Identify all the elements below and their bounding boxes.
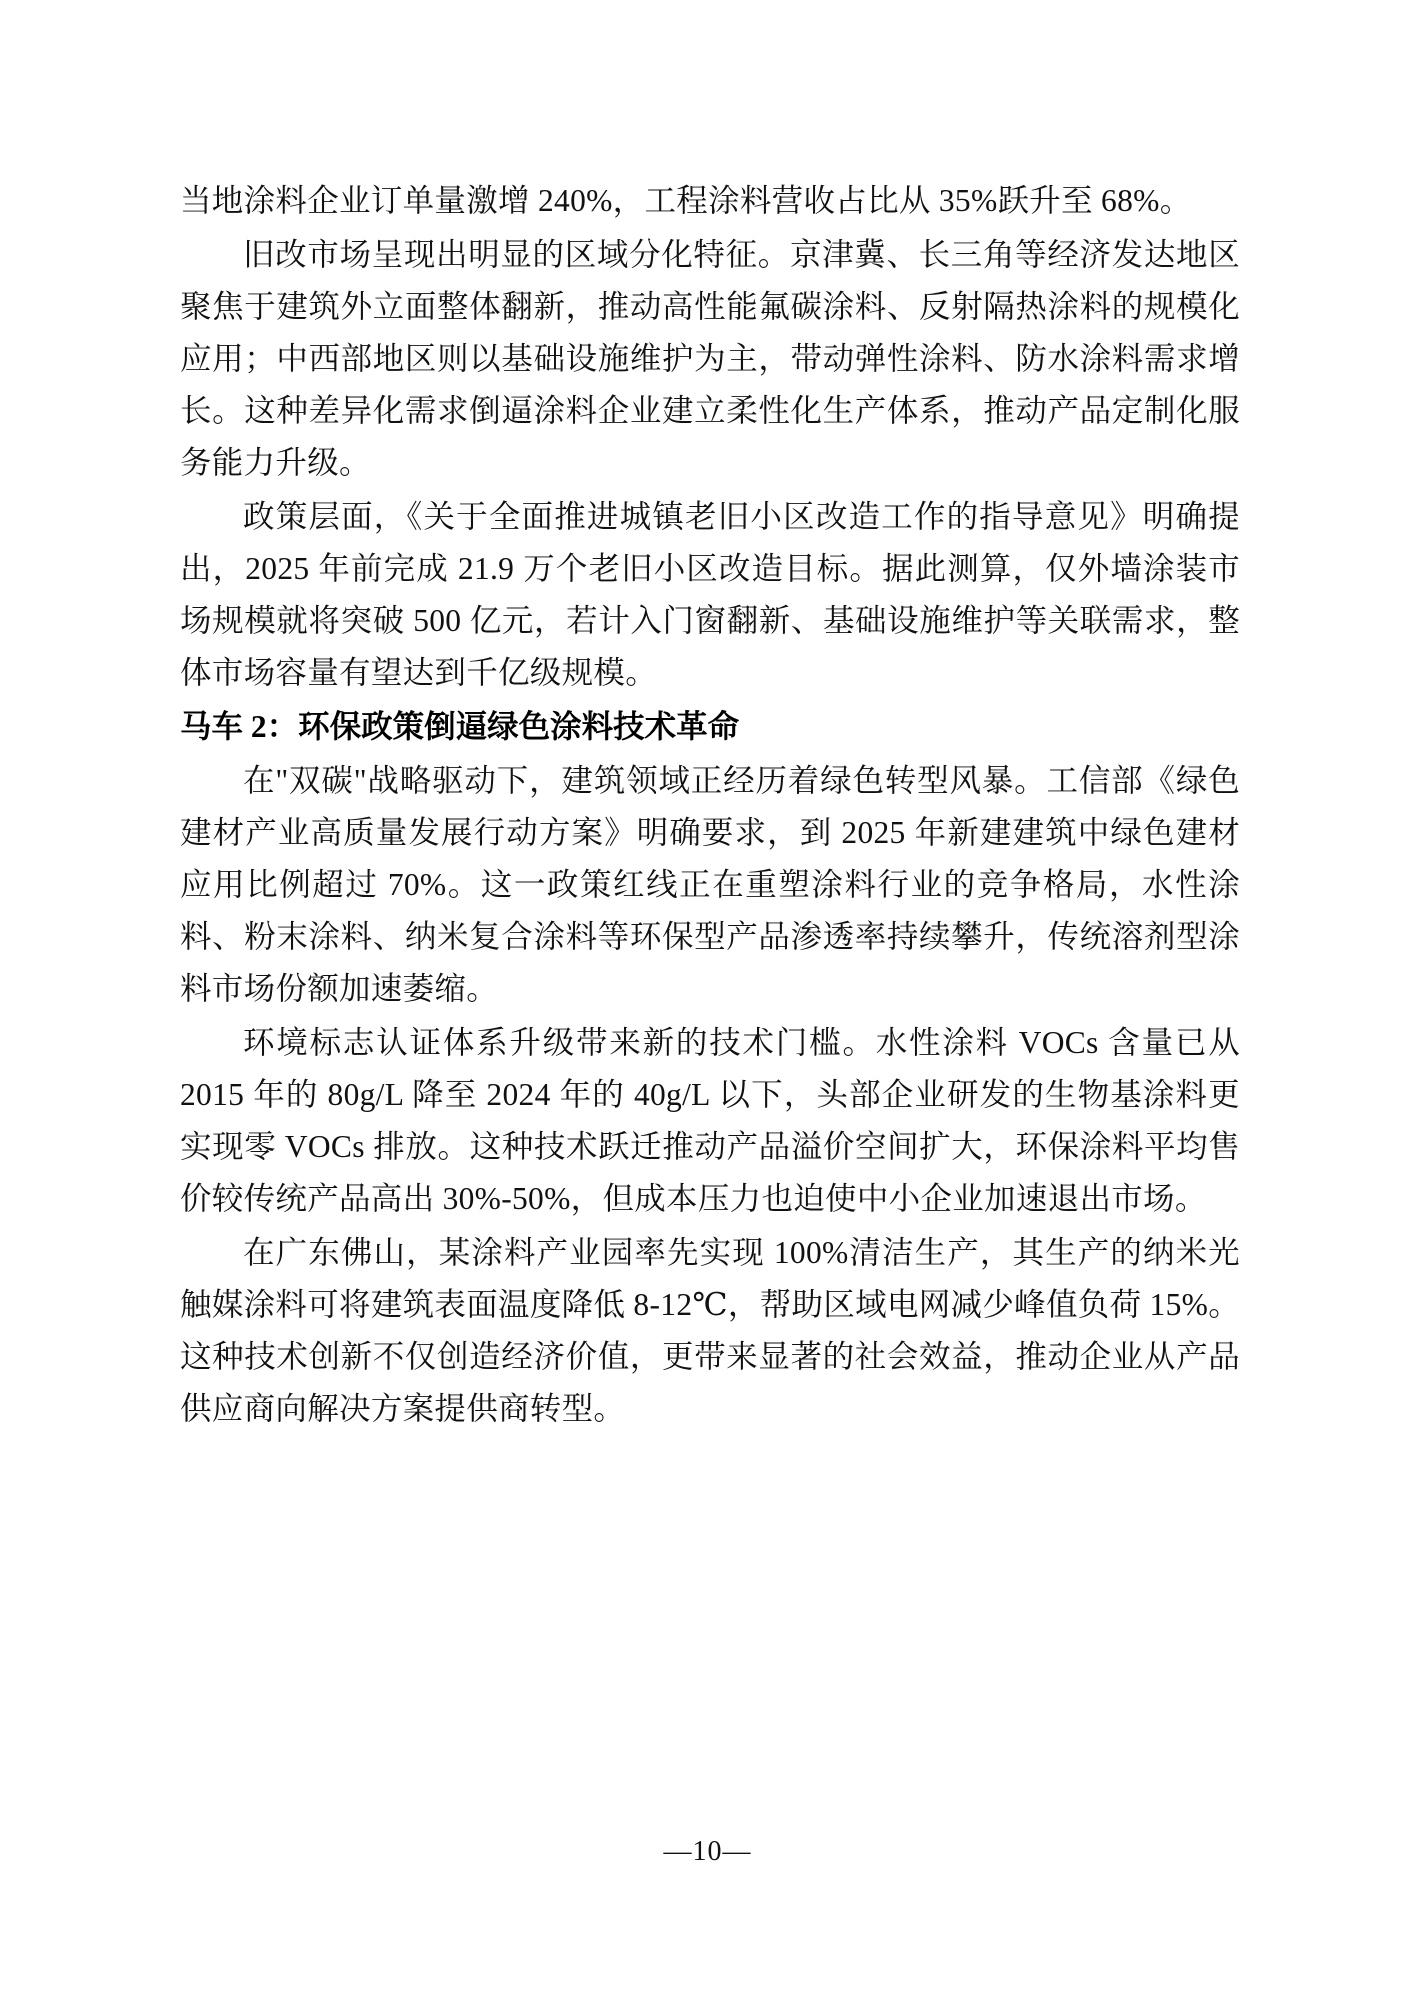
paragraph-dual-carbon: 在"双碳"战略驱动下，建筑领域正经历着绿色转型风暴。工信部《绿色建材产业高质量发展行动方案》明确要求，到 2025 年新建建筑中绿色建材应用比例超过 70%。这一政策红线正在重塑涂料行业的竞争格局，水性涂料、粉末涂料、纳米复合涂料等环保型产品渗透率持续攀升，传统溶剂型涂料市场份额加速萎缩。 xyxy=(180,763,1240,1006)
paragraph-continued: 当地涂料企业订单量激增 240%，工程涂料营收占比从 35%跃升至 68%。 xyxy=(180,183,1192,218)
document-body xyxy=(180,175,1240,1435)
paragraph-foshan-case: 在广东佛山，某涂料产业园率先实现 100%清洁生产，其生产的纳米光触媒涂料可将建筑表面温度降低 8-12℃，帮助区域电网减少峰值负荷 15%。这种技术创新不仅创造经济价值，更带来显著的社会效益，推动企业从产品供应商向解决方案提供商转型。 xyxy=(180,1235,1240,1426)
paragraph-regional-differentiation: 旧改市场呈现出明显的区域分化特征。京津冀、长三角等经济发达地区聚焦于建筑外立面整体翻新，推动高性能氟碳涂料、反射隔热涂料的规模化应用；中西部地区则以基础设施维护为主，带动弹性涂料、防水涂料需求增长。这种差异化需求倒逼涂料企业建立柔性化生产体系，推动产品定制化服务能力升级。 xyxy=(180,237,1240,480)
paragraph-eco-label-certification: 环境标志认证体系升级带来新的技术门槛。水性涂料 VOCs 含量已从 2015 年的 80g/L 降至 2024 年的 40g/L 以下，头部企业研发的生物基涂料更实现零 VOCs 排放。这种技术跃迁推动产品溢价空间扩大，环保涂料平均售价较传统产品高出 30%-50%，但成本压力也迫使中小企业加速退出市场。 xyxy=(180,1025,1240,1216)
page-number: —10— xyxy=(663,1836,752,1867)
section-heading-carriage-2: 马车 2：环保政策倒逼绿色涂料技术革命 xyxy=(180,709,740,744)
paragraph-policy-level: 政策层面，《关于全面推进城镇老旧小区改造工作的指导意见》明确提出，2025 年前完成 21.9 万个老旧小区改造目标。据此测算，仅外墙涂装市场规模就将突破 500 亿元，若计入门窗翻新、基础设施维护等关联需求，整体市场容量有望达到千亿级规模。 xyxy=(180,499,1240,690)
